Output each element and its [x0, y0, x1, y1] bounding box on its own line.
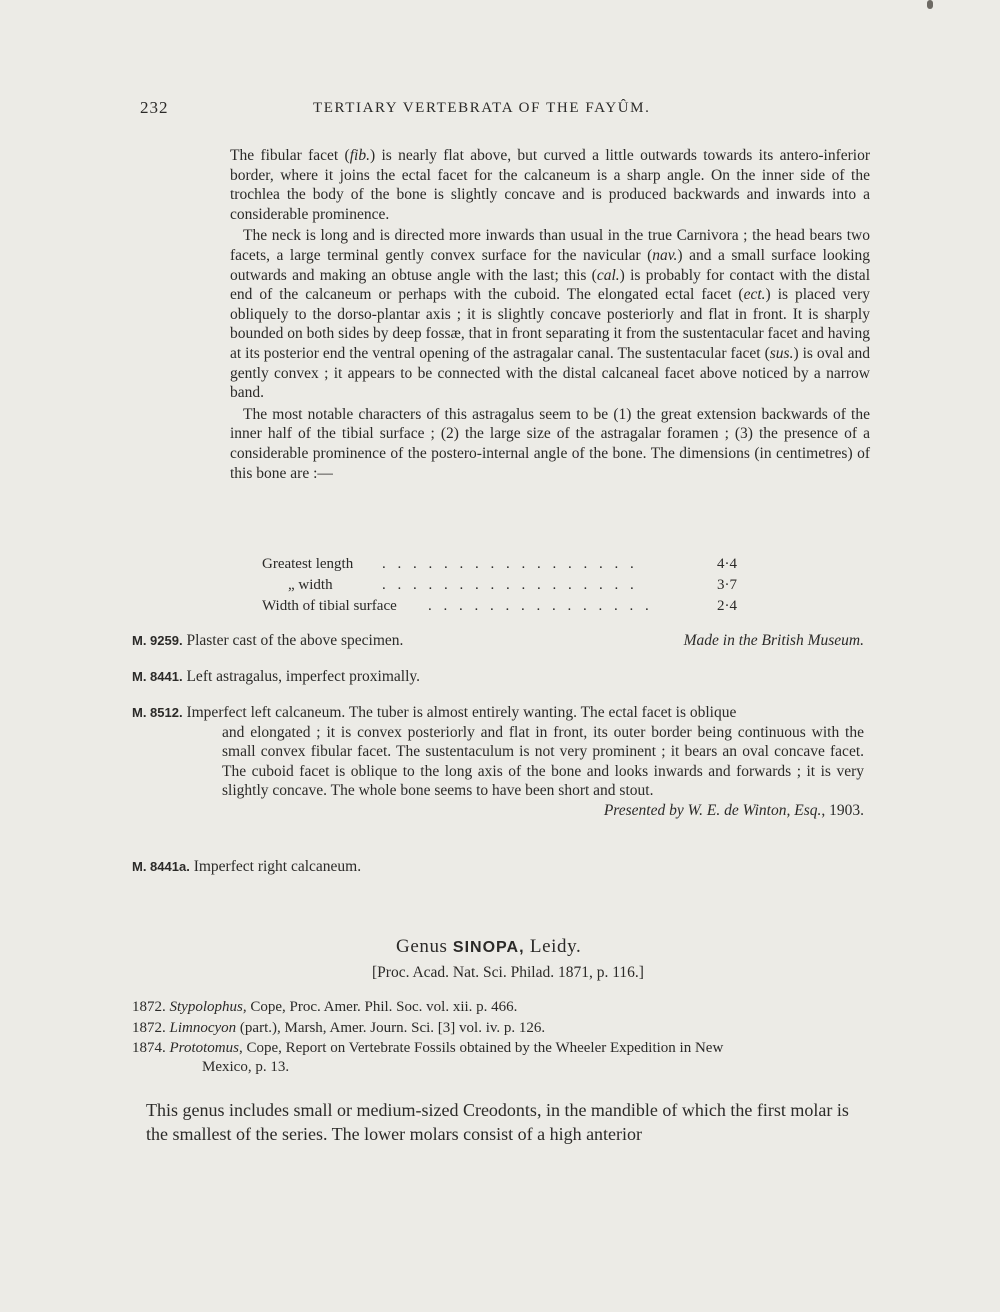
synonym-citation: , Cope, Report on Vertebrate Fossils obtained by the Wheeler Expedition in New: [238, 1040, 724, 1057]
italic-term: nav.: [652, 246, 678, 264]
text-run: ) is oval and gently convex ; it appears to be connected with the distal calcaneal facet above noticed by a narrow band.: [230, 344, 870, 402]
specimen-description-cont: [132, 723, 864, 819]
page-number: 232: [140, 98, 169, 117]
specimen-description: Left astragalus, imperfect proximally.: [186, 668, 421, 685]
dot-leader: . . . . . . . . . . . . . . . . .: [382, 577, 638, 593]
synonym-year: 1872.: [132, 999, 166, 1015]
synonym-name: Limnocyon: [169, 1019, 237, 1036]
dimension-row: [262, 577, 737, 598]
specimen-description: Imperfect left calcaneum. The tuber is almost entirely wanting. The ectal facet is oblique: [186, 704, 737, 721]
specimen-credit: Made in the British Museum.: [683, 632, 864, 649]
specimen-entry: [132, 857, 864, 877]
specimen-number: M. 8441a.: [132, 859, 190, 874]
dimension-value: 3·7: [717, 577, 737, 593]
synonym-citation: , Cope, Proc. Amer. Phil. Soc. vol. xii. p. 466.: [242, 999, 518, 1015]
ink-mark: [927, 0, 933, 9]
specimen-number: M. 9259.: [132, 633, 183, 648]
dot-leader: . . . . . . . . . . . . . . . . .: [382, 556, 638, 572]
synonym-list: [132, 998, 860, 1076]
synonym-citation: (part.), Marsh, Amer. Journ. Sci. [3] vol. iv. p. 126.: [236, 1019, 546, 1036]
genus-name: SINOPA,: [452, 939, 525, 956]
genus-label: Genus: [396, 936, 448, 957]
specimen-description: Plaster cast of the above specimen.: [186, 632, 404, 649]
synonym-year: 1872.: [132, 1019, 166, 1036]
paragraph-fibular-facet: [230, 146, 870, 483]
genus-reference: [Proc. Acad. Nat. Sci. Philad. 1871, p. 116.]: [372, 964, 644, 981]
credit-text: Presented by W. E. de Winton, Esq.: [603, 801, 822, 819]
text-run: and elongated ; it is convex posteriorly and flat in front, its outer border being continuous with the small convex fibular facet. The sustentaculum is not very prominent ; it bears an oval concave facet. The cuboid facet is oblique to the long axis of the bone and looks inwards and forwards ; it is very slightly concave. The whole bone seems to have been short and stout.: [222, 723, 864, 800]
synonym-entry: [132, 1019, 860, 1038]
synonym-name: Stypolophus: [169, 999, 243, 1015]
specimen-entry: [132, 667, 864, 687]
specimen-credit: [604, 801, 864, 821]
genus-author: Leidy.: [529, 936, 582, 957]
genus-heading: [396, 936, 581, 958]
text-run: ) and a small surface looking outwards and making an obtuse angle with the last; this (: [230, 246, 870, 284]
text-run: ) is placed very obliquely to the dorso-plantar axis ; it is slightly concave posteriorly and flat in front. It is sharply bounded on both sides by deep fossæ, that in front separating it from the sustentacular facet and having at its posterior end the ventral opening of the astragalar canal. The sustentacular facet (: [230, 286, 870, 362]
italic-term: ect.: [743, 286, 766, 304]
synonym-continuation: Mexico, p. 13.: [202, 1058, 290, 1075]
dimension-value: 4·4: [717, 556, 737, 572]
synonym-entry: [132, 998, 860, 1017]
specimen-description: Imperfect right calcaneum.: [193, 858, 362, 875]
credit-year: , 1903.: [821, 801, 864, 819]
text-run: ) is nearly flat above, but curved a little outwards towards its antero-inferior border, where it joins the ectal facet for the calcaneum is a sharp angle. On the inner side of the trochlea the body of the bone is slightly concave and is produced backwards and inwards into a considerable prominence.: [230, 147, 870, 223]
dot-leader: . . . . . . . . . . . . . . .: [428, 598, 653, 614]
specimen-entry: [132, 631, 864, 651]
synonym-entry: [132, 1039, 860, 1058]
specimen-number: M. 8441.: [132, 669, 183, 684]
text-run: The neck is long and is directed more inwards than usual in the true Carnivora ; the head bears two facets, a large terminal gently convex surface for the navicular (: [230, 227, 870, 264]
text-run: ) is probably for contact with the distal end of the calcaneum or perhaps with the cuboid. The elongated ectal facet (: [230, 266, 870, 304]
synonym-name: Prototomus: [169, 1040, 239, 1057]
running-title: TERTIARY VERTEBRATA OF THE FAYÛM.: [313, 100, 651, 116]
dimension-row: [262, 598, 737, 619]
italic-term: sus.: [769, 344, 794, 362]
dimension-label: Greatest length: [262, 556, 354, 572]
dimension-value: 2·4: [717, 598, 737, 614]
paragraph-neck: [230, 226, 870, 402]
italic-term: cal.: [596, 266, 620, 284]
paragraph-characters: The most notable characters of this astragalus seem to be (1) the great extension backwards of the inner half of the tibial surface ; (2) the large size of the astragalar foramen ; (3) the presence of a considerable prominence of the postero-internal angle of the bone. The dimensions (in centimetres) of this bone are :—: [230, 405, 870, 482]
specimen-entry: [132, 703, 864, 821]
dimensions-table: [262, 556, 737, 619]
text-run: The fibular facet (: [230, 147, 350, 164]
dimension-label: Width of tibial surface: [262, 598, 397, 614]
italic-term: fib.: [349, 147, 370, 164]
synonym-year: 1874.: [132, 1040, 166, 1057]
dimension-row: [262, 556, 737, 577]
paragraph-genus-description: This genus includes small or medium-sized Creodonts, in the mandible of which the first molar is the smallest of the series. The lower molars consist of a high anterior: [146, 1100, 849, 1144]
dimension-label: „ width: [288, 577, 333, 593]
specimen-number: M. 8512.: [132, 705, 183, 720]
